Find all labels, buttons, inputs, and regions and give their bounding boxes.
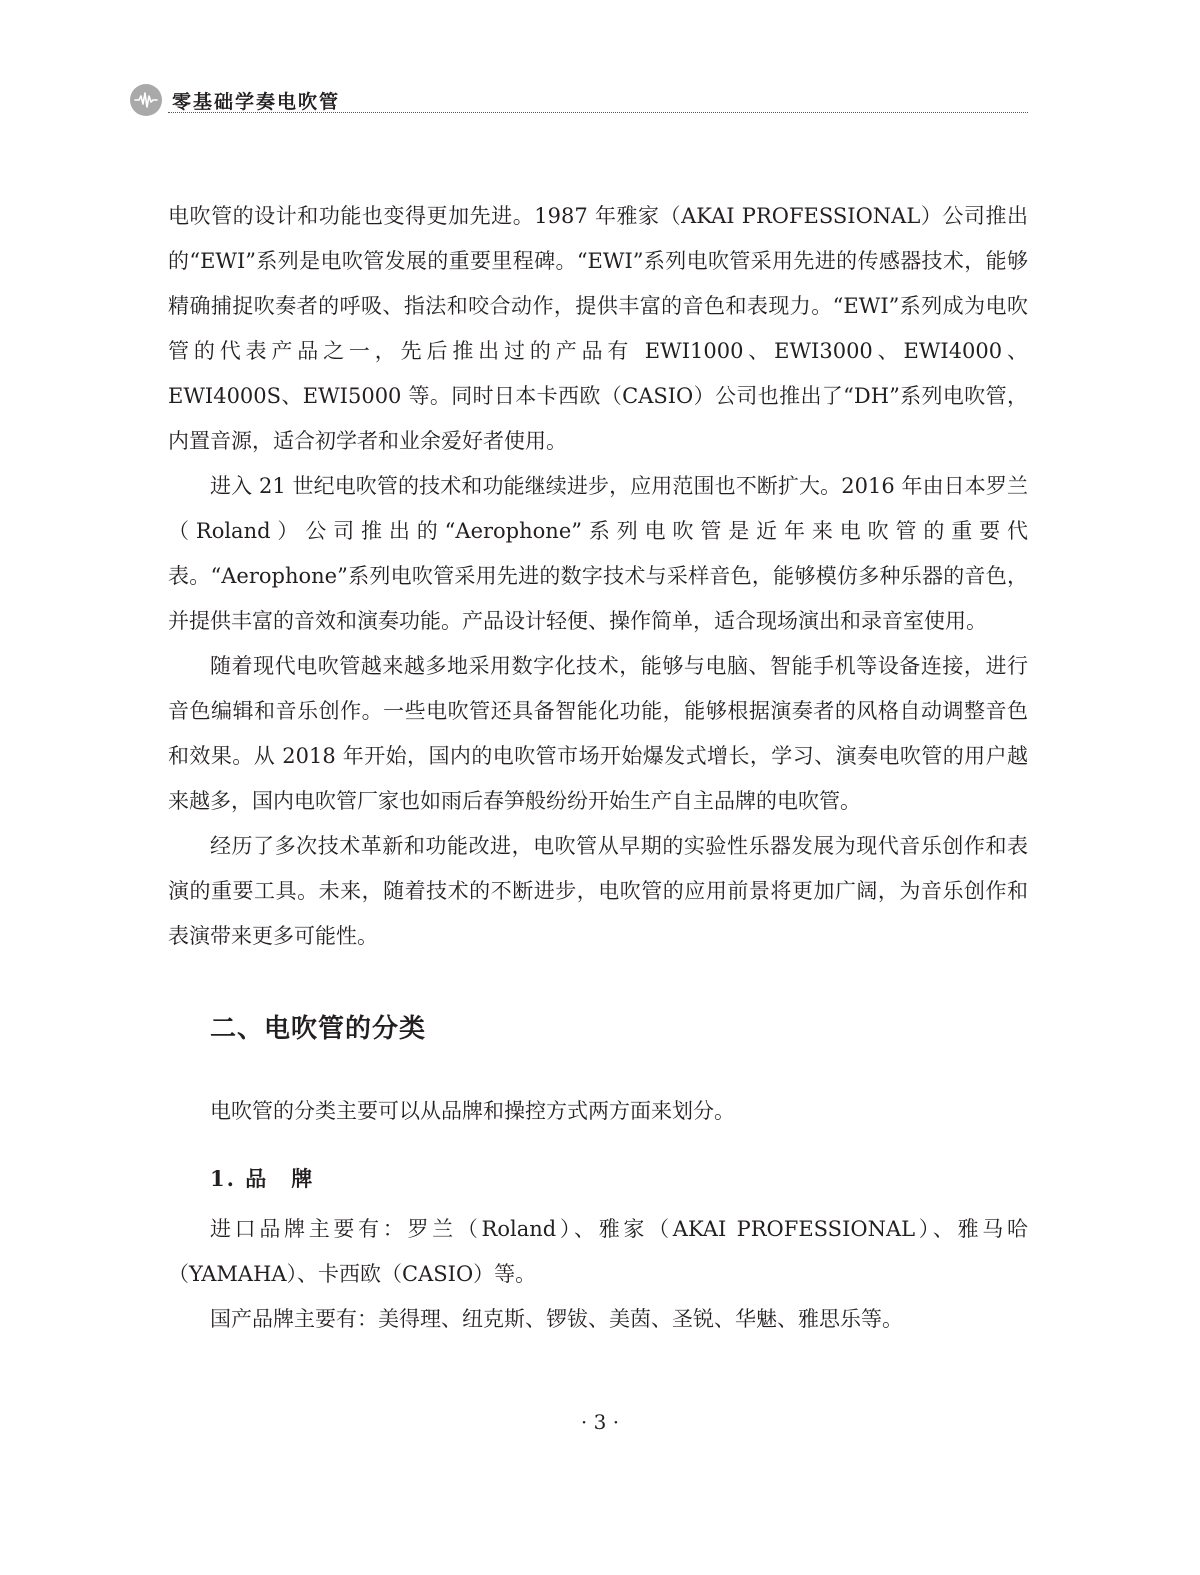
body-paragraph: 电吹管的设计和功能也变得更加先进。1987 年雅家（AKAI PROFESSIONAL）公司推出的“EWI”系列是电吹管发展的重要里程碑。“EWI”系列电吹管采用先进的传感器技术，能够精确捕捉吹奏者的呼吸、指法和咬合动作，提供丰富的音色和表现力。“EWI”系列成为电吹管的代表产品之一，先后推出过的产品有 EWI1000、EWI3000、EWI4000、EWI4000S、EWI5000 等。同时日本卡西欧（CASIO）公司也推出了“DH”系列电吹管，内置音源，适合初学者和业余爱好者使用。 [168,204,1028,453]
body-paragraph: 随着现代电吹管越来越多地采用数字化技术，能够与电脑、智能手机等设备连接，进行音色编辑和音乐创作。一些电吹管还具备智能化功能，能够根据演奏者的风格自动调整音色和效果。从 2018 年开始，国内的电吹管市场开始爆发式增长，学习、演奏电吹管的用户越来越多，国内电吹管厂家也如雨后春笋般纷纷开始生产自主品牌的电吹管。 [168,654,1028,813]
running-header [130,82,1030,122]
section-heading: 二、电吹管的分类 [210,1014,427,1044]
section-intro: 电吹管的分类主要可以从品牌和操控方式两方面来划分。 [210,1099,735,1123]
body-paragraph: 进入 21 世纪电吹管的技术和功能继续进步，应用范围也不断扩大。2016 年由日本罗兰（Roland）公司推出的“Aerophone”系列电吹管是近年来电吹管的重要代表。“Aerophone”系列电吹管采用先进的数字技术与采样音色，能够模仿多种乐器的音色，并提供丰富的音效和演奏功能。产品设计轻便、操作简单，适合现场演出和录音室使用。 [168,474,1028,633]
page-number: · 3 · [580,1410,620,1434]
sound-wave-icon [130,84,162,116]
book-title: 零基础学奏电吹管 [172,91,341,113]
domestic-brands-paragraph: 国产品牌主要有：美得理、纽克斯、锣钹、美茵、圣锐、华魅、雅思乐等。 [210,1307,903,1331]
header-divider [168,112,1028,113]
body-paragraph: 经历了多次技术革新和功能改进，电吹管从早期的实验性乐器发展为现代音乐创作和表演的重要工具。未来，随着技术的不断进步，电吹管的应用前景将更加广阔，为音乐创作和表演带来更多可能性。 [168,834,1028,948]
imported-brands-paragraph: 进口品牌主要有：罗兰（Roland）、雅家（AKAI PROFESSIONAL）、雅马哈（YAMAHA）、卡西欧（CASIO）等。 [168,1217,1028,1286]
subsection-heading: 1. 品 牌 [210,1166,315,1191]
page-body [168,194,1028,1342]
